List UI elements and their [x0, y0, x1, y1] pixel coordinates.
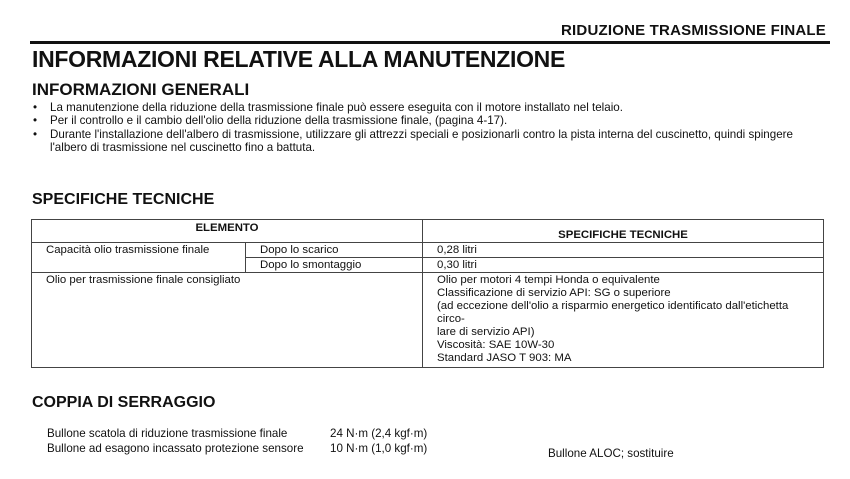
specs-table	[31, 219, 824, 368]
specs-title: SPECIFICHE TECNICHE	[32, 191, 215, 208]
spec-line: Standard JASO T 903: MA	[437, 352, 572, 364]
bullet-item: • Per il controllo e il cambio dell'olio della riduzione della trasmissione finale, (pagina 4-17).	[30, 114, 830, 127]
spec-line: Viscosità: SAE 10W-30	[437, 339, 555, 351]
section-header: RIDUZIONE TRASMISSIONE FINALE	[561, 22, 826, 39]
table-row	[32, 243, 824, 258]
spec-line: Olio per motori 4 tempi Honda o equivalente	[437, 274, 660, 286]
table-header-row	[32, 220, 824, 243]
table-cell-value: 0,28 litri	[423, 243, 824, 258]
general-info-list	[30, 101, 830, 155]
torque-item-note: Bullone ALOC; sostituire	[548, 447, 674, 460]
table-row	[32, 273, 824, 368]
col-header-spec: SPECIFICHE TECNICHE	[423, 220, 824, 243]
main-title: INFORMAZIONI RELATIVE ALLA MANUTENZIONE	[32, 46, 566, 72]
table-cell-condition: Dopo lo smontaggio	[246, 258, 423, 273]
torque-item-name: Bullone ad esagono incassato protezione sensore	[47, 442, 304, 455]
spec-line: Classificazione di servizio API: SG o superiore	[437, 287, 671, 299]
general-info-title: INFORMAZIONI GENERALI	[32, 80, 250, 99]
bullet-item: • Durante l'installazione dell'albero di trasmissione, utilizzare gli attrezzi speciali e posizionarli contro la pista interna del cuscinetto, quindi spingere l'albero di trasmissione nel cuscinetto fino a battuta.	[30, 128, 830, 155]
table-cell-value: 0,30 litri	[423, 258, 824, 273]
bullet-item: • La manutenzione della riduzione della trasmissione finale può essere eseguita con il motore installato nel telaio.	[30, 101, 830, 114]
spec-line: (ad eccezione dell'olio a risparmio energetico identificato dall'etichetta circo-	[437, 300, 789, 325]
torque-title: COPPIA DI SERRAGGIO	[32, 394, 216, 411]
table-cell-condition: Dopo lo scarico	[246, 243, 423, 258]
spec-line: lare di servizio API)	[437, 326, 535, 338]
torque-item-value: 10 N·m (1,0 kgf·m)	[330, 442, 428, 455]
col-header-item: ELEMENTO	[32, 220, 423, 243]
table-cell-item: Olio per trasmissione finale consigliato	[32, 273, 423, 368]
table-cell-value	[423, 273, 824, 368]
table-cell-item: Capacità olio trasmissione finale	[32, 243, 246, 273]
torque-item-name: Bullone scatola di riduzione trasmissione finale	[47, 427, 288, 440]
torque-item-value: 24 N·m (2,4 kgf·m)	[330, 427, 428, 440]
header-rule	[30, 41, 830, 44]
